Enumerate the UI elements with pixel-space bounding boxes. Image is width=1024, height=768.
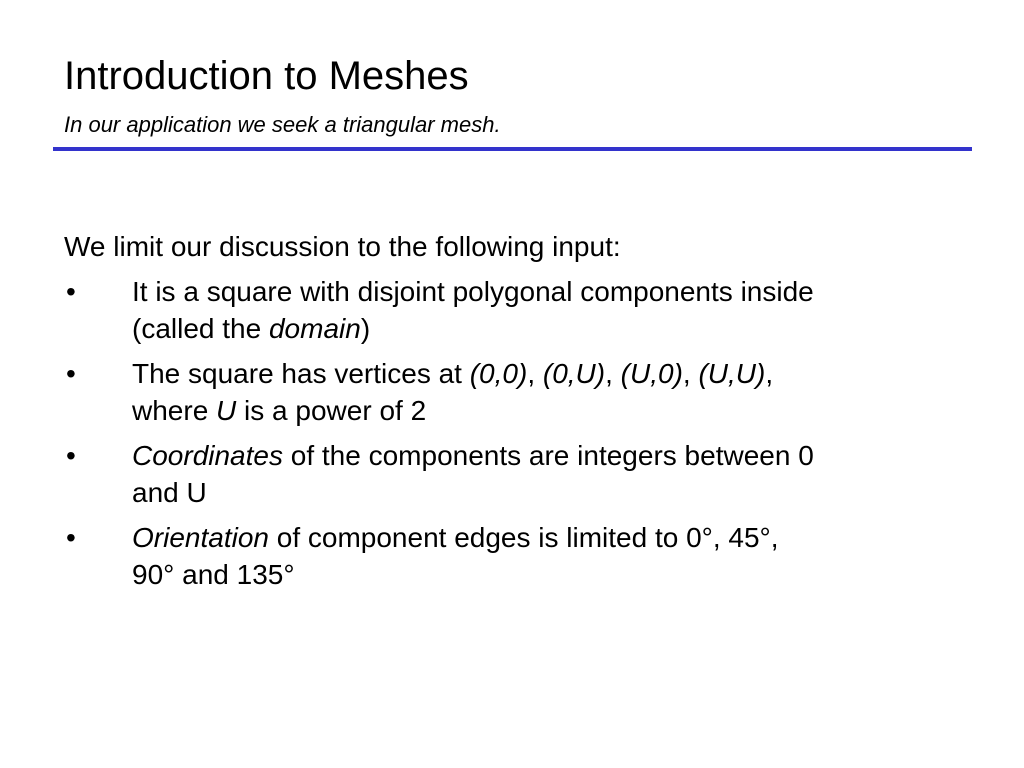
bullet-icon: • — [66, 522, 76, 553]
bullet-emphasis: domain — [268, 313, 361, 344]
bullet-text: The square has vertices at — [132, 358, 470, 389]
bullet-text: where — [132, 395, 217, 426]
bullet-emphasis: Coordinates — [132, 440, 283, 471]
slide-body — [64, 228, 974, 601]
slide-subtitle: In our application we seek a triangular mesh. — [64, 112, 501, 137]
bullet-text: , — [527, 358, 543, 389]
bullet-text: 90° and 135° — [132, 559, 295, 590]
bullet-text: of component edges is limited to 0°, 45°, — [268, 522, 779, 553]
bullet-line — [132, 273, 974, 310]
bullet-icon: • — [66, 276, 76, 307]
bullet-item — [64, 273, 974, 347]
bullet-line — [132, 556, 974, 593]
bullet-text: ) — [360, 313, 371, 344]
vertex-coordinate: (U,U) — [698, 358, 766, 389]
bullet-text: and U — [132, 477, 207, 508]
intro-text: We limit our discussion to the following input: — [64, 231, 621, 262]
bullet-line — [132, 392, 974, 429]
vertex-coordinate: (U,0) — [620, 358, 683, 389]
bullet-text: , — [682, 358, 699, 389]
bullet-text: It is a square with disjoint polygonal components inside — [132, 276, 814, 307]
vertex-coordinate: (0,0) — [469, 358, 528, 389]
bullet-item — [64, 437, 974, 511]
bullet-text: of the components are integers between 0 — [282, 440, 814, 471]
bullet-line — [132, 519, 974, 556]
bullet-text: , — [765, 358, 774, 389]
bullet-item — [64, 519, 974, 593]
bullet-text: , — [605, 358, 621, 389]
bullet-emphasis: U — [216, 395, 237, 426]
bullet-line — [132, 310, 974, 347]
bullet-icon: • — [66, 358, 76, 389]
bullet-list — [64, 273, 974, 593]
bullet-line — [132, 437, 974, 474]
bullet-icon: • — [66, 440, 76, 471]
bullet-text: (called the — [132, 313, 269, 344]
bullet-line — [132, 474, 974, 511]
vertex-coordinate: (0,U) — [542, 358, 606, 389]
slide-title: Introduction to Meshes — [64, 54, 469, 98]
bullet-item — [64, 355, 974, 429]
bullet-text: is a power of 2 — [236, 395, 427, 426]
bullet-line — [132, 355, 974, 392]
bullet-emphasis: Orientation — [132, 522, 269, 553]
title-divider — [53, 147, 972, 151]
